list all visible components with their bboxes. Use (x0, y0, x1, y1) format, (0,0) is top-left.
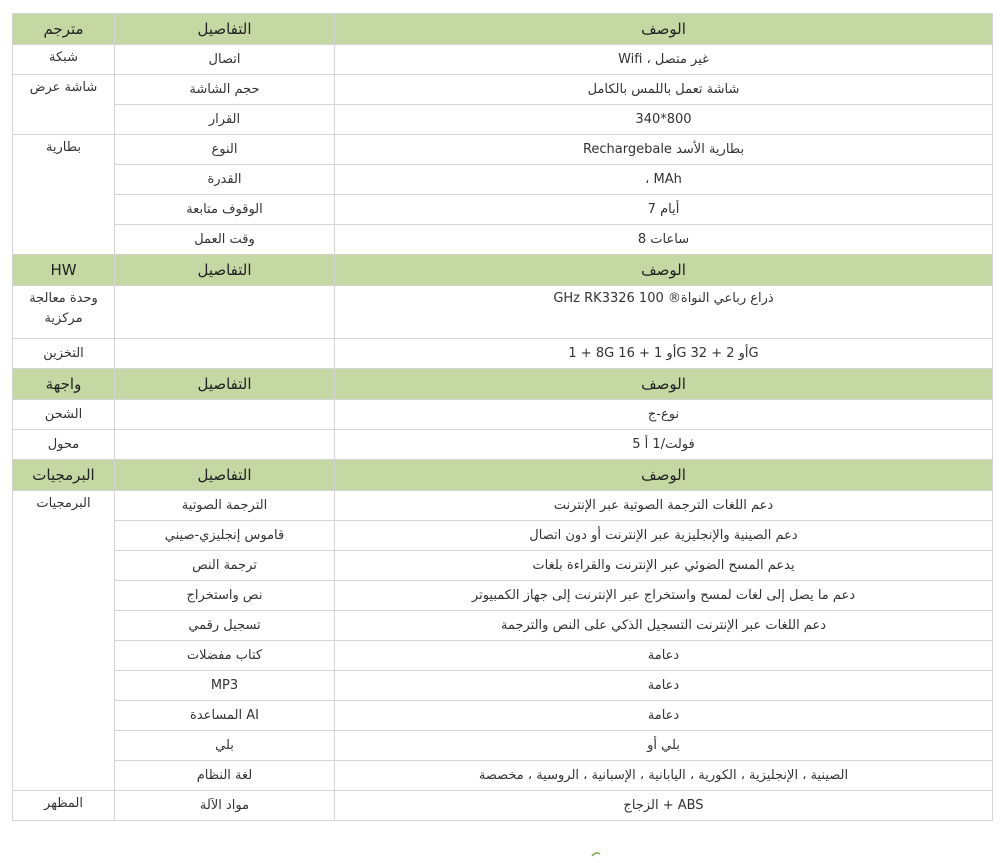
header-description: الوصف (335, 460, 993, 491)
row-description: نوع-ج (335, 400, 993, 430)
row-detail: كتاب مفضلات (115, 641, 335, 671)
decorative-mark-icon (590, 851, 602, 857)
row-detail (115, 400, 335, 430)
table-row (13, 491, 993, 521)
header-details: التفاصيل (115, 14, 335, 45)
row-category: الشحن (13, 400, 115, 430)
row-category: وحدة معالجة مركزية (13, 286, 115, 339)
row-detail: مواد الآلة (115, 791, 335, 821)
header-category: HW (13, 255, 115, 286)
row-detail: الوقوف متابعة (115, 195, 335, 225)
section-header-interface (13, 369, 993, 400)
row-description: فولت/1 أ 5 (335, 430, 993, 460)
row-description: ، MAh (335, 165, 993, 195)
table-row (13, 195, 993, 225)
row-detail (115, 286, 335, 339)
row-category: التخزين (13, 339, 115, 369)
row-description: دعم ما يصل إلى لغات لمسح واستخراج عبر الإنترنت إلى جهاز الكمبيوتر (335, 581, 993, 611)
row-description: 340*800 (335, 105, 993, 135)
row-detail: تسجيل رقمي (115, 611, 335, 641)
row-description: بلي أو (335, 731, 993, 761)
row-description: 1 + 8G 16 + 1 أوG 32 + 2 أوG (335, 339, 993, 369)
header-details: التفاصيل (115, 460, 335, 491)
table-row (13, 551, 993, 581)
row-description: دعم الصينية والإنجليزية عبر الإنترنت أو دون اتصال (335, 521, 993, 551)
row-detail (115, 339, 335, 369)
table-row (13, 641, 993, 671)
table-row (13, 731, 993, 761)
row-description: دعامة (335, 641, 993, 671)
row-category: شبكة (13, 45, 115, 75)
row-description: دعامة (335, 701, 993, 731)
header-category: واجهة (13, 369, 115, 400)
table-row (13, 45, 993, 75)
table-row (13, 521, 993, 551)
row-detail: نص واستخراج (115, 581, 335, 611)
header-category: مترجم (13, 14, 115, 45)
table-row (13, 701, 993, 731)
row-description: شاشة تعمل باللمس بالكامل (335, 75, 993, 105)
header-category: البرمجيات (13, 460, 115, 491)
row-description: GHz RK3326 ذراع رباعي النواة® 100 (335, 286, 993, 339)
row-detail: المساعدة AI (115, 701, 335, 731)
table-row (13, 430, 993, 460)
row-detail: القدرة (115, 165, 335, 195)
section-header-hw (13, 255, 993, 286)
row-description: الزجاج + ABS (335, 791, 993, 821)
table-row (13, 581, 993, 611)
header-description: الوصف (335, 14, 993, 45)
row-detail: لغة النظام (115, 761, 335, 791)
row-detail: اتصال (115, 45, 335, 75)
section-header-software (13, 460, 993, 491)
table-row (13, 75, 993, 105)
row-description: Rechargebale بطارية الأسد (335, 135, 993, 165)
table-row (13, 400, 993, 430)
table-row (13, 339, 993, 369)
table-row (13, 135, 993, 165)
row-description: يدعم المسح الضوئي عبر الإنترنت والقراءة بلغات (335, 551, 993, 581)
row-detail: القرار (115, 105, 335, 135)
table-row (13, 791, 993, 821)
row-category: محول (13, 430, 115, 460)
header-description: الوصف (335, 369, 993, 400)
table-row (13, 761, 993, 791)
row-detail (115, 430, 335, 460)
table-row (13, 671, 993, 701)
row-description: Wifi ، غير متصل (335, 45, 993, 75)
row-detail: MP3 (115, 671, 335, 701)
row-category: بطارية (13, 135, 115, 255)
row-detail: وقت العمل (115, 225, 335, 255)
row-description: أيام 7 (335, 195, 993, 225)
header-description: الوصف (335, 255, 993, 286)
row-description: دعامة (335, 671, 993, 701)
row-category: البرمجيات (13, 491, 115, 791)
row-category: شاشة عرض (13, 75, 115, 135)
row-description: دعم اللغات عبر الإنترنت التسجيل الذكي على النص والترجمة (335, 611, 993, 641)
row-description: ساعات 8 (335, 225, 993, 255)
row-detail: حجم الشاشة (115, 75, 335, 105)
row-detail: بلي (115, 731, 335, 761)
table-row (13, 105, 993, 135)
row-detail: الترجمة الصوتية (115, 491, 335, 521)
row-detail: قاموس إنجليزي-صيني (115, 521, 335, 551)
row-category: المظهر (13, 791, 115, 821)
spec-table (12, 13, 993, 821)
row-description: الصينية ، الإنجليزية ، الكورية ، اليابانية ، الإسبانية ، الروسية ، مخصصة (335, 761, 993, 791)
table-row (13, 225, 993, 255)
header-details: التفاصيل (115, 369, 335, 400)
row-detail: ترجمة النص (115, 551, 335, 581)
table-row (13, 286, 993, 339)
row-description: دعم اللغات الترجمة الصوتية عبر الإنترنت (335, 491, 993, 521)
section-header-translator (13, 14, 993, 45)
row-detail: النوع (115, 135, 335, 165)
table-row (13, 165, 993, 195)
table-row (13, 611, 993, 641)
header-details: التفاصيل (115, 255, 335, 286)
